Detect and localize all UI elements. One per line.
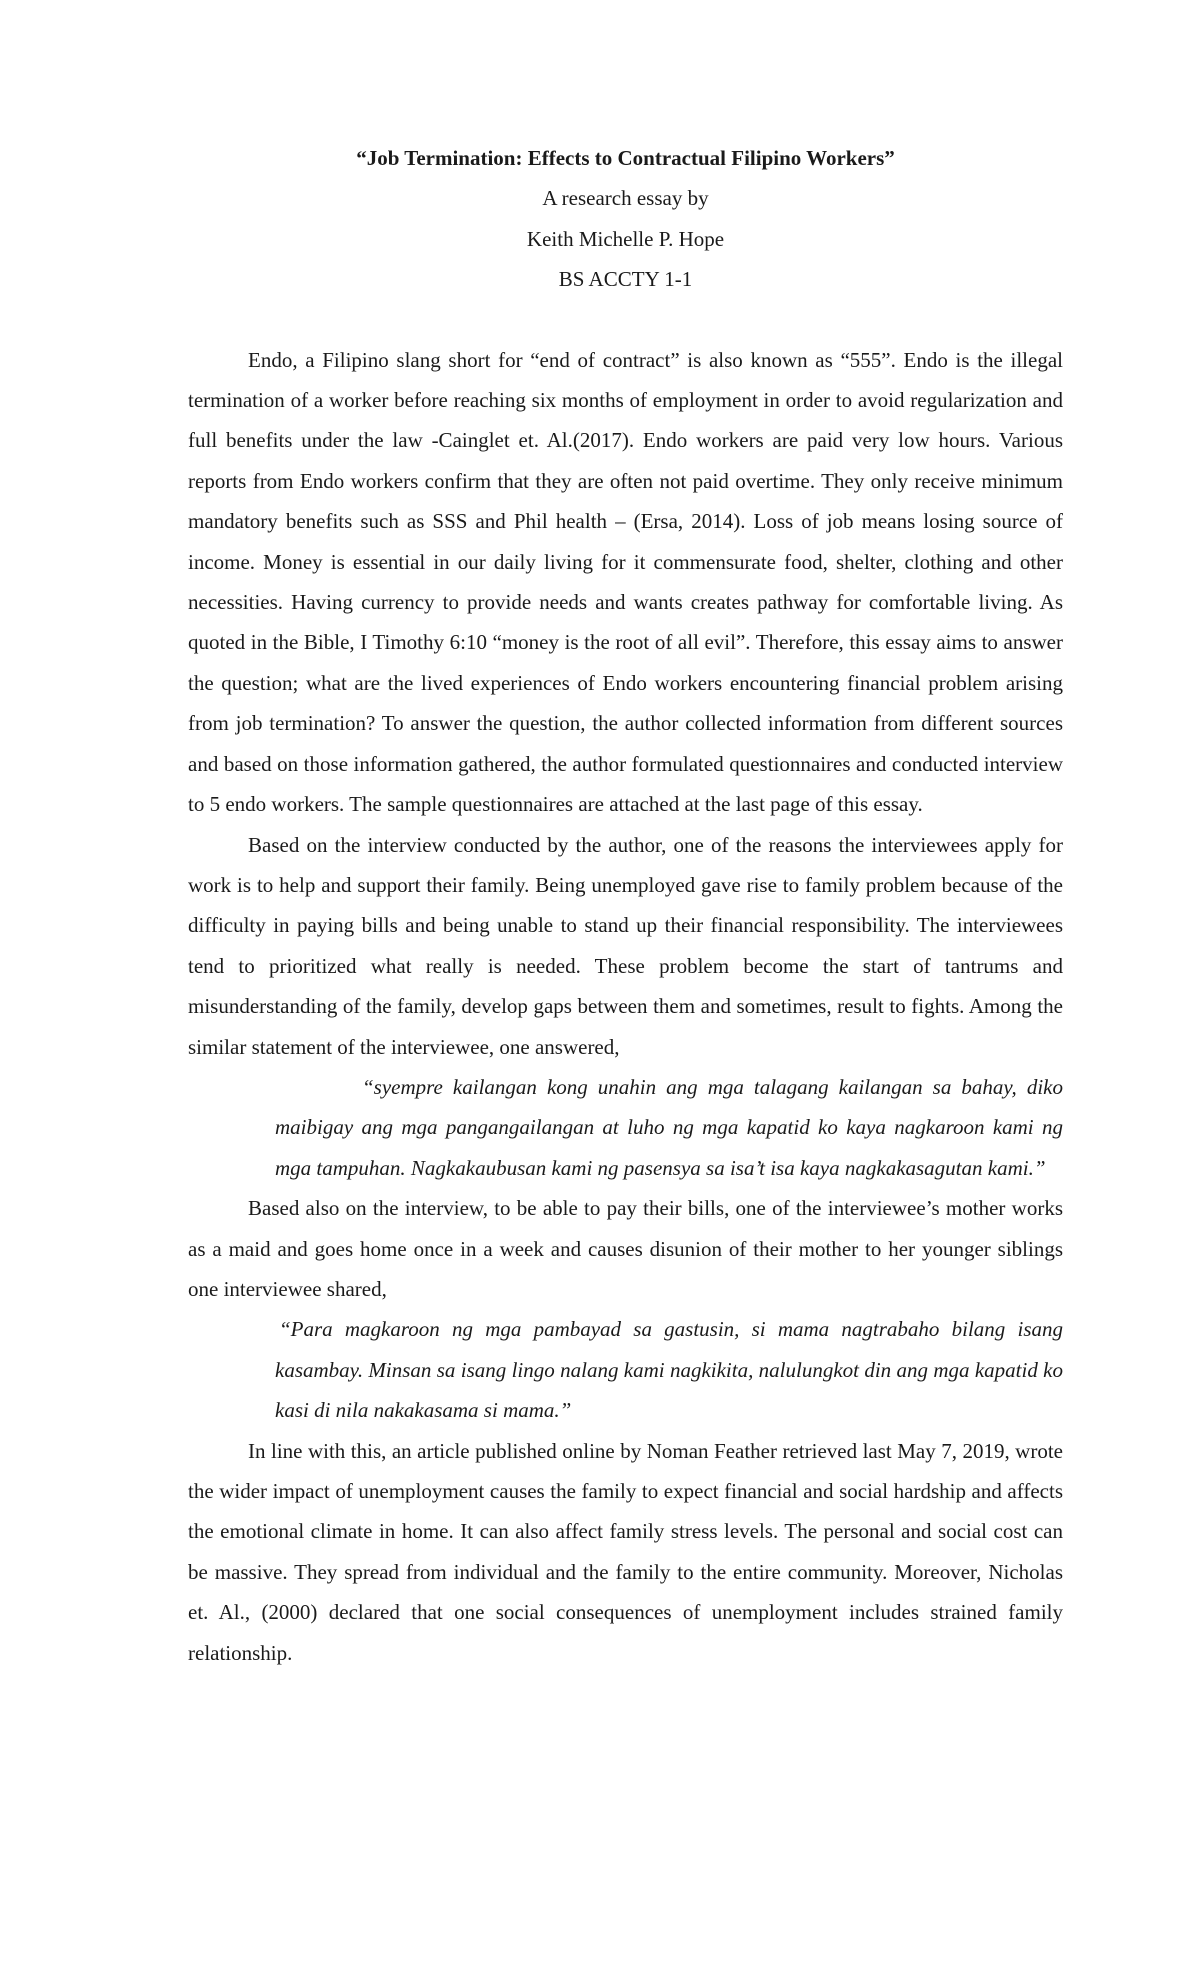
paragraph-interview: Based on the interview conducted by the author, one of the reasons the interviewees apply for work is to help and support their family. Being unemployed gave rise to family problem because of the difficulty in paying bills and being unable to stand up their financial responsibility. The interviewees tend to prioritized what really is needed. These problem become the start of tantrums and misunderstanding of the family, develop gaps between them and sometimes, result to fights. Among the similar statement of the interviewee, one answered,	[188, 832, 1063, 1059]
document-page	[188, 138, 1063, 1673]
paragraph-intro: Endo, a Filipino slang short for “end of contract” is also known as “555”. Endo is the illegal termination of a worker before reaching six months of employment in order to avoid regularization and full benefits under the law -Cainglet et. Al.(2017). Endo workers are paid very low hours. Various reports from Endo workers confirm that they are often not paid overtime. They only receive minimum mandatory benefits such as SSS and Phil health – (Ersa, 2014). Loss of job means losing source of income. Money is essential in our daily living for it commensurate food, shelter, clothing and other necessities. Having currency to provide needs and wants creates pathway for comfortable living. As quoted in the Bible, I Timothy 6:10 “money is the root of all evil”. Therefore, this essay aims to answer the question; what are the lived experiences of Endo workers encountering financial problem arising from job termination? To answer the question, the author collected information from different sources and based on those information gathered, the author formulated questionnaires and conducted interview to 5 endo workers. The sample questionnaires are attached at the last page of this essay.	[188, 347, 1063, 817]
header-spacer	[188, 300, 1063, 340]
essay-author: Keith Michelle P. Hope	[526, 226, 725, 251]
paragraph-article: In line with this, an article published online by Noman Feather retrieved last May 7, 2019, wrote the wider impact of unemployment causes the family to expect financial and social hardship and affects the emotional climate in home. It can also affect family stress levels. The personal and social cost can be massive. They spread from individual and the family to the entire community. Moreover, Nicholas et. Al., (2000) declared that one social consequences of unemployment includes strained family relationship.	[188, 1438, 1063, 1665]
essay-section: BS ACCTY 1-1	[558, 267, 693, 292]
quote-interviewee-two: “Para magkaroon ng mga pambayad sa gastusin, si mama nagtrabaho bilang isang kasambay. Minsan sa isang lingo nalang kami nagkikita, nalulungkot din ang mga kapatid ko kasi di nila nakakasama si mama.”	[275, 1317, 1063, 1423]
paragraph-interview-two: Based also on the interview, to be able to pay their bills, one of the interviewee’s mother works as a maid and goes home once in a week and causes disunion of their mother to her younger siblings one interviewee shared,	[188, 1196, 1063, 1301]
essay-subtitle: A research essay by	[542, 186, 709, 211]
essay-header	[188, 138, 1063, 300]
quote-interviewee-one: “syempre kailangan kong unahin ang mga talagang kailangan sa bahay, diko maibigay ang mga pangangailangan at luho ng mga kapatid ko kaya nagkaroon kami ng mga tampuhan. Nagkakaubusan kami ng pasensya sa isa’t isa kaya nagkakasagutan kami.”	[275, 1074, 1063, 1180]
essay-title: “Job Termination: Effects to Contractual Filipino Workers”	[356, 146, 895, 170]
